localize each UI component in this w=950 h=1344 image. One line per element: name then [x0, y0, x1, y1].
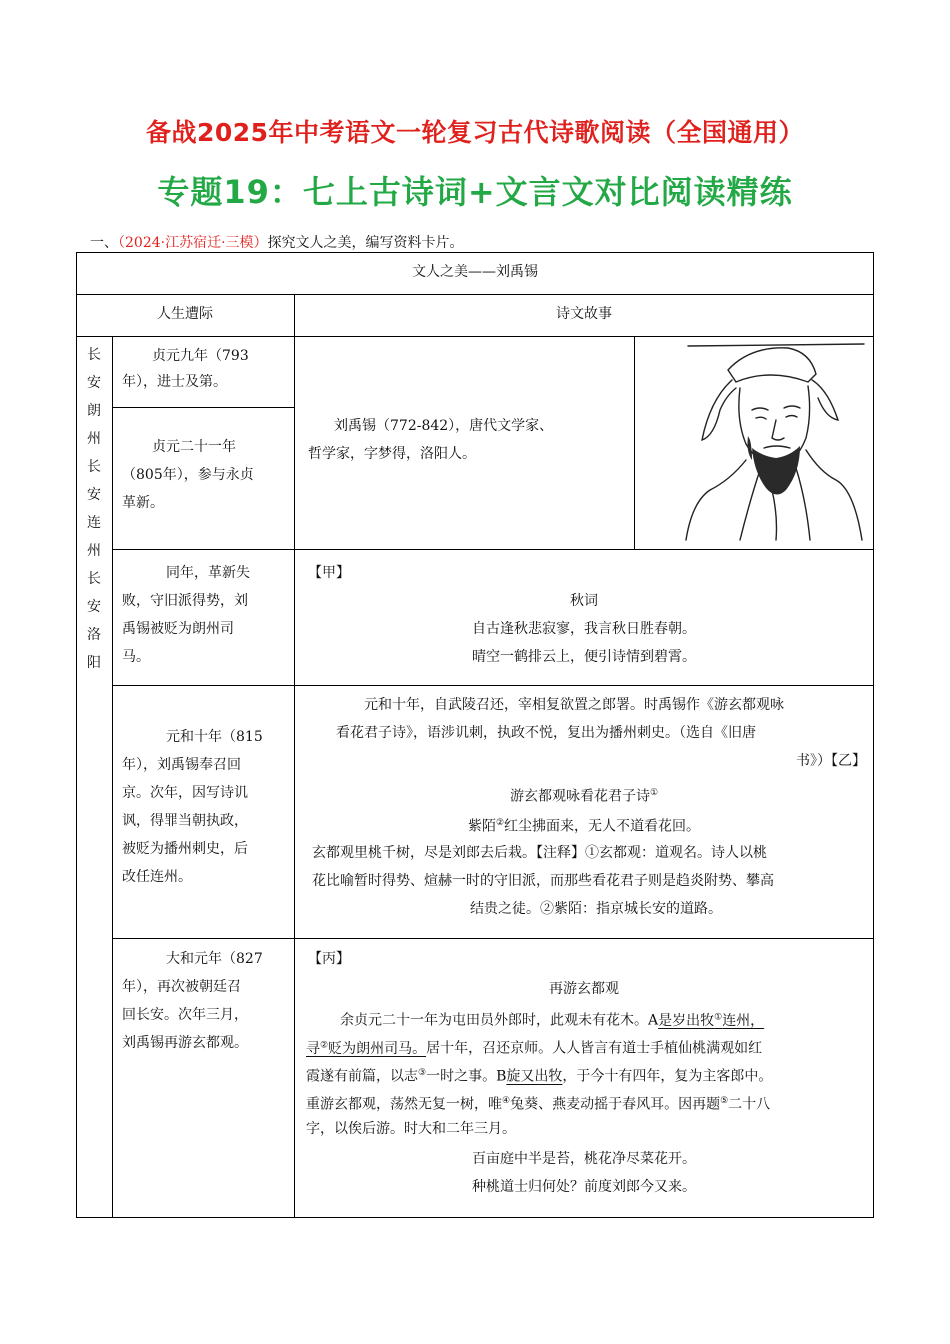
place-char: 安: [87, 375, 101, 391]
place-char: 阳: [87, 655, 101, 671]
question-source: （2024·江苏宿迁·三模）: [118, 235, 268, 251]
author-portrait: [640, 340, 870, 546]
place-char: 长: [87, 347, 101, 363]
poem-title-zaiyou: 再游玄都观: [549, 981, 619, 997]
poem-title-youxuandu: 游玄都观咏看花君子诗①: [509, 788, 659, 805]
section-mark-jia: 【甲】: [308, 565, 350, 581]
document-subtitle: 专题19：七上古诗词+文言文对比阅读精练: [157, 173, 793, 211]
place-char: 长: [87, 459, 101, 475]
poem-title-qiuci: 秋词: [570, 593, 598, 609]
table-title: 文人之美——刘禹锡: [412, 264, 538, 280]
place-char: 洛: [87, 627, 101, 643]
column-header-stories: 诗文故事: [556, 306, 612, 322]
question-line: [90, 232, 464, 252]
question-number: 一、: [90, 235, 118, 251]
place-char: 安: [87, 487, 101, 503]
place-char: 州: [87, 543, 101, 559]
place-char: 长: [87, 571, 101, 587]
place-char: 连: [87, 515, 101, 531]
place-char: 朗: [87, 403, 101, 419]
place-char: 安: [87, 599, 101, 615]
column-header-life: 人生遭际: [157, 306, 213, 322]
document-title: 备战2025年中考语文一轮复习古代诗歌阅读（全国通用）: [145, 118, 805, 147]
place-char: 州: [87, 431, 101, 447]
section-mark-bing: 【丙】: [308, 951, 350, 967]
question-prompt: 探究文人之美，编写资料卡片。: [267, 235, 464, 251]
